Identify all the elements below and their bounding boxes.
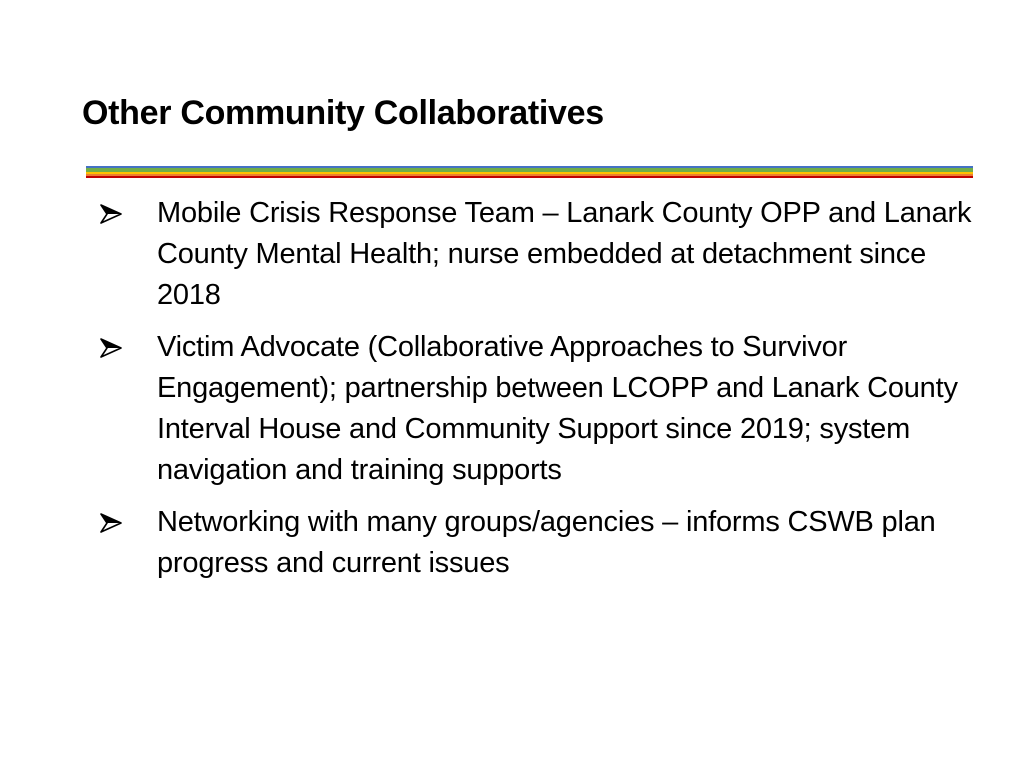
title-divider [86,166,973,180]
arrowhead-bullet-icon [100,513,122,533]
bullet-text: Mobile Crisis Response Team – Lanark County OPP and Lanark County Mental Health; nurse embedded at detachment since 2018 [157,197,972,311]
arrowhead-bullet-icon [100,204,122,224]
bullet-text: Networking with many groups/agencies – informs CSWB plan progress and current issues [157,506,936,579]
slide-title: Other Community Collaboratives [82,94,604,132]
bullet-item [100,193,980,316]
arrowhead-bullet-icon [100,338,122,358]
bullet-list [100,193,980,595]
divider-line [86,176,973,178]
bullet-item [100,327,980,491]
bullet-text: Victim Advocate (Collaborative Approaches to Survivor Engagement); partnership between LCOPP and Lanark County Interval House and Community Support since 2019; system navigation and training supports [157,331,958,486]
bullet-item [100,502,980,584]
